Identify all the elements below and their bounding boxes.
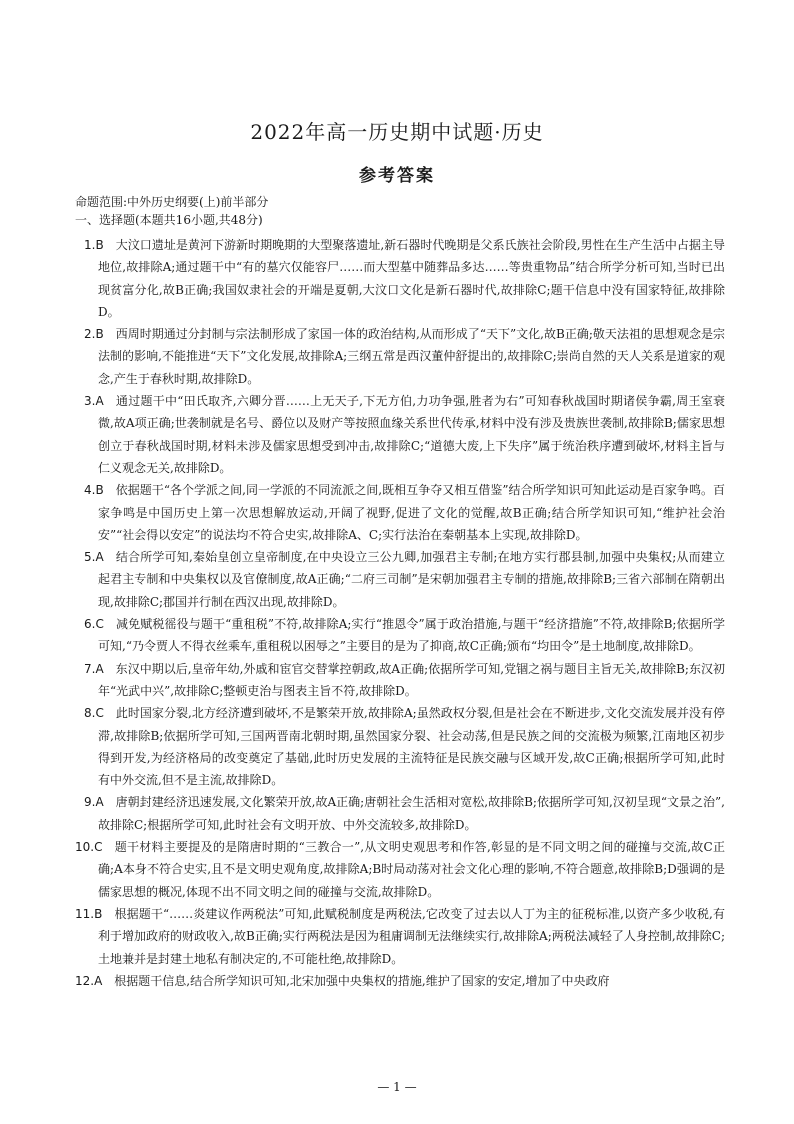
answer-item [75,903,725,970]
page-number: — 1 — [377,1080,417,1094]
answer-item [75,323,725,390]
page-subtitle: 参考答案 [359,166,435,186]
answer-item [75,479,725,546]
answer-label: 3.A [84,394,104,409]
answer-explanation: 西周时期通过分封制与宗法制形成了家国一体的政治结构,从而形成了“天下”文化,故B正确;敬天法祖的思想观念是宗法制的影响,不能推进“天下”文化发展,故排除A;三纲五常是西汉董仲舒提出的,故排除C;崇尚自然的天人关系是道家的观念,产生于春秋时期,故排除D。 [98,327,725,386]
answer-explanation: 唐朝封建经济迅速发展,文化繁荣开放,故A正确;唐朝社会生活相对宽松,故排除B;依据所学可知,汉初呈现“文景之治”,故排除C;根据所学可知,此时社会有文明开放、中外交流较多,故排除D。 [98,795,725,832]
answer-item [75,658,725,703]
answer-label: 5.A [84,550,104,565]
section-heading: 一、选择题(本题共16小题,共48分) [75,213,263,227]
answer-item [75,234,725,323]
answer-item [75,970,725,992]
answer-explanation: 题干材料主要提及的是隋唐时期的“三教合一”,从文明史观思考和作答,彰显的是不同文明之间的碰撞与交流,故C正确;A本身不符合史实,且不是文明史观角度,故排除A;B时局动荡对社会文化心理的影响,不符合题意,故排除B;D强调的是儒家思想的概况,体现不出不同文明之间的碰撞与交流,故排除D。 [98,840,725,899]
answer-label: 6.C [84,617,104,632]
answer-item [75,613,725,658]
answer-explanation: 根据题干信息,结合所学知识可知,北宋加强中央集权的措施,维护了国家的安定,增加了中央政府 [114,973,610,988]
answer-item [75,836,725,903]
answer-explanation: 此时国家分裂,北方经济遭到破坏,不是繁荣开放,故排除A;虽然政权分裂,但是社会在不断进步,文化交流发展并没有停滞,故排除B;依据所学可知,三国两晋南北朝时期,虽然国家分裂、社会动荡,但是民族之间的交流极为频繁,江南地区初步得到开发,为经济格局的改变奠定了基础,此时历史发展的主流特征是民族交融与区域开发,故C正确;根据所学可知,此时有中外交流,但不是主流,故排除D。 [98,706,725,788]
answer-label: 7.A [84,661,104,676]
answer-label: 1.B [84,238,104,252]
answer-list [75,234,725,992]
answer-explanation: 通过题干中“田氏取齐,六卿分晋……上无天子,下无方伯,力功争强,胜者为右”可知春秋战国时期诸侯争霸,周王室衰微,故A项正确;世袭制就是名号、爵位以及财产等按照血缘关系世代传承,材料中没有涉及贵族世袭制,故排除B;儒家思想创立于春秋战国时期,材料未涉及儒家思想受到冲击,故排除C;“道德大废,上下失序”属于统治秩序遭到破坏,材料主旨与仁义观念无关,故排除D。 [98,394,725,475]
answer-item [75,546,725,613]
answer-item [75,702,725,791]
answer-label: 8.C [84,706,104,721]
answer-item [75,390,725,479]
answer-label: 11.B [75,906,103,921]
page-title: 2022年高一历史期中试题·历史 [250,120,544,144]
answer-explanation: 结合所学可知,秦始皇创立皇帝制度,在中央设立三公九卿,加强君主专制;在地方实行郡县制,加强中央集权;从而建立起君主专制和中央集权以及官僚制度,故A正确;“二府三司制”是宋朝加强君主专制的措施,故排除B;三省六部制在隋朝出现,故排除C;郡国并行制在西汉出现,故排除D。 [98,550,725,609]
answer-label: 4.B [84,483,104,498]
answer-explanation: 根据题干“……炎建议作两税法”可知,此赋税制度是两税法,它改变了过去以人丁为主的征税标准,以资产多少收税,有利于增加政府的财政收入,故B正确;实行两税法是因为租庸调制无法继续实行,故排除A;两税法减轻了人身控制,故排除C;土地兼并是封建土地私有制决定的,不可能杜绝,故排除D。 [98,906,725,966]
answer-label: 9.A [84,795,104,810]
answer-label: 12.A [75,973,103,988]
answer-label: 10.C [75,840,103,855]
answer-explanation: 减免赋税徭役与题干“重租税”不符,故排除A;实行“推恩令”属于政治措施,与题干“经济措施”不符,故排除B;依据所学可知,“乃令贾人不得衣丝乘车,重租税以困辱之”主要目的是为了抑商,故C正确;颁布“均田令”是土地制度,故排除D。 [98,617,725,654]
answer-explanation: 依据题干“各个学派之间,同一学派的不同流派之间,既相互争夺又相互借鉴”结合所学知识可知此运动是百家争鸣。百家争鸣是中国历史上第一次思想解放运动,开阔了视野,促进了文化的觉醒,故B正确;结合所学知识可知,“维护社会治安”“社会得以安定”的说法均不符合史实,故排除A、C;实行法治在秦朝基本上实现,故排除D。 [98,483,725,542]
answer-explanation: 大汶口遗址是黄河下游新时期晚期的大型聚落遗址,新石器时代晚期是父系氏族社会阶段,男性在生产生活中占据主导地位,故排除A;通过题干中“有的墓穴仅能容尸……而大型墓中随葬品多达……等贵重物品”结合所学分析可知,当时已出现贫富分化,故B正确;我国奴隶社会的开端是夏朝,大汶口文化是新石器时代,故排除C;题干信息中没有国家特征,故排除D。 [98,238,725,319]
answer-explanation: 东汉中期以后,皇帝年幼,外戚和宦官交替掌控朝政,故A正确;依据所学可知,党锢之祸与题目主旨无关,故排除B;东汉初年“光武中兴”,故排除C;整顿吏治与图表主旨不符,故排除D。 [98,661,725,698]
answer-item [75,791,725,836]
answer-label: 2.B [84,327,104,342]
exam-scope: 命题范围:中外历史纲要(上)前半部分 [75,195,269,209]
